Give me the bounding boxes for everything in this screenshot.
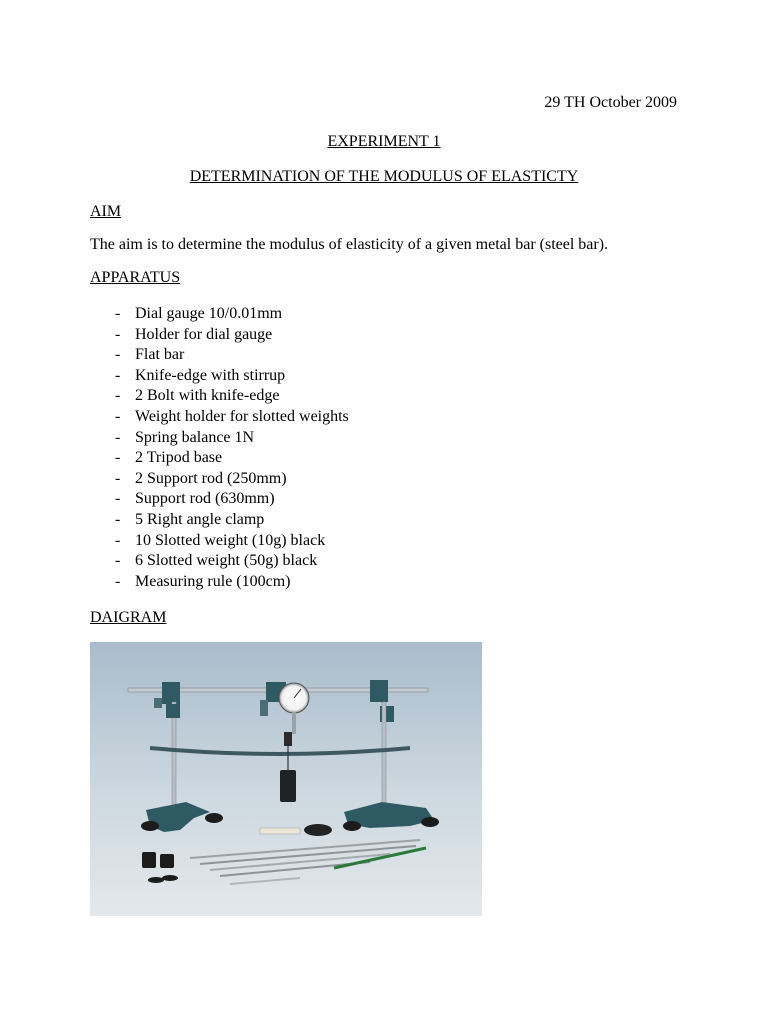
experiment-subtitle: DETERMINATION OF THE MODULUS OF ELASTICTY bbox=[189, 168, 579, 185]
list-item: - Measuring rule (100cm) bbox=[115, 572, 291, 590]
apparatus-photo bbox=[90, 642, 482, 916]
experiment-title: EXPERIMENT 1 bbox=[327, 133, 441, 150]
list-item: - Holder for dial gauge bbox=[115, 325, 273, 343]
list-item: - 5 Right angle clamp bbox=[115, 510, 265, 528]
list-item: - Knife-edge with stirrup bbox=[115, 366, 286, 384]
list-item: - 6 Slotted weight (50g) black bbox=[115, 552, 318, 570]
list-item: - Flat bar bbox=[115, 346, 185, 364]
list-item: - 10 Slotted weight (10g) black bbox=[115, 531, 326, 549]
list-item: - 2 Tripod base bbox=[115, 449, 223, 467]
list-item: - 2 Bolt with knife-edge bbox=[115, 387, 280, 405]
list-item: - Weight holder for slotted weights bbox=[115, 407, 349, 425]
apparatus-heading: APPARATUS bbox=[90, 269, 181, 286]
list-item: - Spring balance 1N bbox=[115, 428, 255, 446]
list-item: - 2 Support rod (250mm) bbox=[115, 469, 287, 487]
aim-text: The aim is to determine the modulus of elasticity of a given metal bar (steel bar). bbox=[90, 236, 609, 253]
diagram-heading: DAIGRAM bbox=[90, 609, 167, 626]
aim-heading: AIM bbox=[90, 203, 122, 220]
apparatus-list bbox=[115, 304, 349, 592]
list-item: - Dial gauge 10/0.01mm bbox=[115, 305, 283, 322]
list-item: - Support rod (630mm) bbox=[115, 490, 275, 508]
document-date: 29 TH October 2009 bbox=[544, 94, 677, 111]
